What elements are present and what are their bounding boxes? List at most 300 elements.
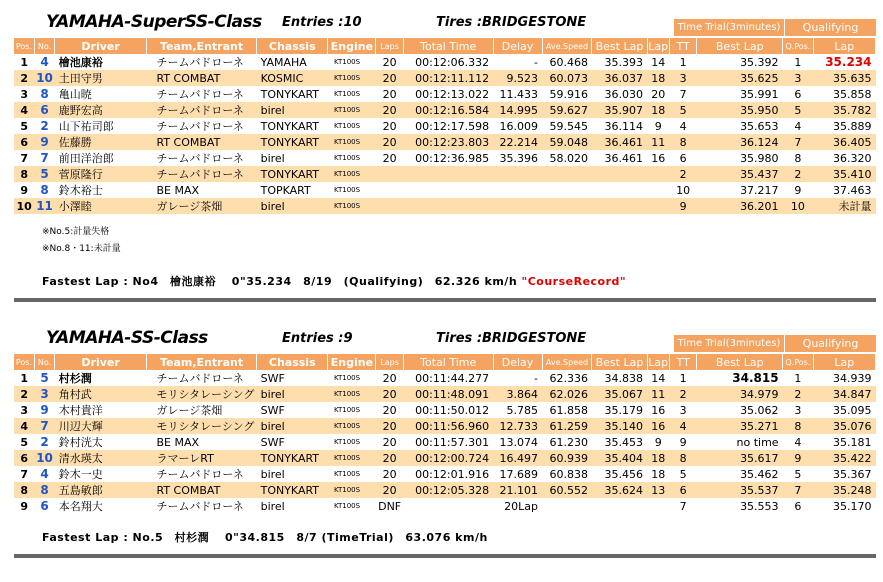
row-car-number: 8 <box>34 482 54 498</box>
row-q-lap: 35.858 <box>813 86 875 102</box>
row-lap: 9 <box>647 434 669 450</box>
row-chassis: SWF <box>257 370 328 386</box>
row-chassis: SWF <box>257 434 328 450</box>
row-laps: 20 <box>376 118 404 134</box>
row-lap: 13 <box>647 482 669 498</box>
row-tt-best-lap: 35.553 <box>697 498 783 514</box>
row-delay: 11.433 <box>493 86 542 102</box>
section-titlebar <box>14 0 876 38</box>
row-ave-speed: 59.627 <box>542 102 592 118</box>
row-best-lap: 36.030 <box>592 86 647 102</box>
row-chassis: TONYKART <box>257 450 328 466</box>
row-lap: 11 <box>647 386 669 402</box>
row-best-lap: 35.624 <box>592 482 647 498</box>
row-tt-best-lap: 35.392 <box>697 54 783 70</box>
row-driver: 菅原隆行 <box>55 166 147 182</box>
row-lap <box>647 166 669 182</box>
row-laps: 20 <box>376 434 404 450</box>
row-tt-pos: 4 <box>669 118 697 134</box>
note-line: ※No.5:計量失格 <box>42 227 110 237</box>
row-tt-pos: 2 <box>669 386 697 402</box>
row-engine: KT100S <box>328 370 376 386</box>
header-best-lap: Best Lap <box>592 38 647 54</box>
row-q-lap: 35.170 <box>813 498 875 514</box>
row-driver: 小澤睦 <box>55 198 147 214</box>
row-tt-best-lap: 34.979 <box>697 386 783 402</box>
row-ave-speed <box>542 182 592 198</box>
row-tt-pos: 8 <box>669 134 697 150</box>
row-total-time: 00:12:13.022 <box>403 86 493 102</box>
row-tt-best-lap: 36.201 <box>697 198 783 214</box>
table-row <box>14 450 876 466</box>
class-section-ss <box>14 316 876 544</box>
header-qpos: Q.Pos. <box>783 354 814 370</box>
row-ave-speed <box>542 166 592 182</box>
row-qpos: 6 <box>783 498 814 514</box>
row-delay: 22.214 <box>493 134 542 150</box>
row-pos: 8 <box>14 166 34 182</box>
row-total-time: 00:11:48.091 <box>403 386 493 402</box>
tires-label: Tires :BRIDGESTONE <box>436 15 587 30</box>
row-team: チームバドローネ <box>147 166 257 182</box>
row-car-number: 4 <box>34 54 54 70</box>
row-qpos: 3 <box>783 402 814 418</box>
row-delay <box>493 182 542 198</box>
row-qpos: 2 <box>783 386 814 402</box>
row-driver: 木村貴洋 <box>55 402 147 418</box>
row-lap: 16 <box>647 150 669 166</box>
row-engine: KT100S <box>328 54 376 70</box>
fastest-lap-text: Fastest Lap : No4 檜池康裕 0"35.234 8/19 (Qualifying) 62.326 km/h <box>42 275 522 288</box>
table-row <box>14 150 876 166</box>
row-ave-speed: 59.916 <box>542 86 592 102</box>
row-q-lap: 35.410 <box>813 166 875 182</box>
row-chassis: TOPKART <box>257 182 328 198</box>
row-best-lap: 35.067 <box>592 386 647 402</box>
results-table <box>14 38 876 214</box>
row-tt-best-lap: 35.653 <box>697 118 783 134</box>
row-tt-pos: 6 <box>669 482 697 498</box>
row-tt-pos: 5 <box>669 102 697 118</box>
row-pos: 1 <box>14 370 34 386</box>
row-car-number: 2 <box>34 118 54 134</box>
row-driver: 鈴村洸太 <box>55 434 147 450</box>
row-delay: 21.101 <box>493 482 542 498</box>
row-tt-pos: 1 <box>669 370 697 386</box>
table-row <box>14 402 876 418</box>
header-q-lap: Lap <box>813 354 875 370</box>
section-divider <box>14 554 876 558</box>
table-row <box>14 102 876 118</box>
row-delay: 14.995 <box>493 102 542 118</box>
row-q-lap: 35.076 <box>813 418 875 434</box>
row-tt-best-lap: 34.815 <box>697 370 783 386</box>
row-tt-best-lap: 35.537 <box>697 482 783 498</box>
row-qpos: 7 <box>783 482 814 498</box>
row-car-number: 5 <box>34 370 54 386</box>
row-total-time <box>403 166 493 182</box>
row-ave-speed: 61.259 <box>542 418 592 434</box>
header-pos: Pos. <box>14 354 34 370</box>
row-engine: KT100S <box>328 134 376 150</box>
row-ave-speed: 60.552 <box>542 482 592 498</box>
row-chassis: birel <box>257 418 328 434</box>
row-laps: 20 <box>376 450 404 466</box>
row-qpos: 8 <box>783 418 814 434</box>
row-pos: 2 <box>14 386 34 402</box>
row-best-lap: 35.404 <box>592 450 647 466</box>
row-tt-best-lap: 35.625 <box>697 70 783 86</box>
row-tt-pos: 9 <box>669 434 697 450</box>
row-car-number: 5 <box>34 166 54 182</box>
row-qpos: 2 <box>783 166 814 182</box>
row-best-lap: 35.140 <box>592 418 647 434</box>
row-team: チームバドローネ <box>147 118 257 134</box>
row-laps: DNF <box>376 498 404 514</box>
row-q-lap: 35.782 <box>813 102 875 118</box>
row-engine: KT100S <box>328 70 376 86</box>
row-tt-best-lap: 35.062 <box>697 402 783 418</box>
row-tt-best-lap: 37.217 <box>697 182 783 198</box>
row-tt-best-lap: 36.124 <box>697 134 783 150</box>
row-q-lap: 36.320 <box>813 150 875 166</box>
row-ave-speed: 60.073 <box>542 70 592 86</box>
row-total-time: 00:12:00.724 <box>403 450 493 466</box>
row-tt-pos: 1 <box>669 54 697 70</box>
header-tt-best-lap: Best Lap <box>697 38 783 54</box>
table-header-row <box>14 354 876 370</box>
header-qpos: Q.Pos. <box>783 38 814 54</box>
row-ave-speed: 59.545 <box>542 118 592 134</box>
row-total-time: 00:12:05.328 <box>403 482 493 498</box>
header-chassis: Chassis <box>257 38 328 54</box>
row-laps: 20 <box>376 70 404 86</box>
row-best-lap <box>592 182 647 198</box>
header-no: No. <box>34 38 54 54</box>
row-chassis: TONYKART <box>257 482 328 498</box>
row-tt-best-lap: 35.991 <box>697 86 783 102</box>
row-q-lap: 35.234 <box>813 54 875 70</box>
row-lap: 16 <box>647 418 669 434</box>
header-q-lap: Lap <box>813 38 875 54</box>
row-best-lap <box>592 166 647 182</box>
row-car-number: 2 <box>34 434 54 450</box>
results-body <box>14 54 876 214</box>
group-header-timetrial: Time Trial(3minutes) <box>674 335 785 352</box>
class-section-supersss <box>14 0 876 288</box>
row-lap: 11 <box>647 134 669 150</box>
row-car-number: 8 <box>34 86 54 102</box>
row-lap: 18 <box>647 450 669 466</box>
row-ave-speed: 61.858 <box>542 402 592 418</box>
row-chassis: birel <box>257 498 328 514</box>
row-pos: 6 <box>14 134 34 150</box>
row-best-lap <box>592 498 647 514</box>
header-delay: Delay <box>493 354 542 370</box>
row-team: モリシタレーシング <box>147 386 257 402</box>
row-chassis: birel <box>257 102 328 118</box>
row-lap <box>647 498 669 514</box>
row-laps: 20 <box>376 402 404 418</box>
row-team: チームバドローネ <box>147 370 257 386</box>
row-lap: 18 <box>647 70 669 86</box>
row-driver: 村杉潤 <box>55 370 147 386</box>
fastest-lap <box>42 273 626 289</box>
row-lap: 14 <box>647 54 669 70</box>
row-delay: 5.785 <box>493 402 542 418</box>
row-car-number: 7 <box>34 150 54 166</box>
row-total-time: 00:12:11.112 <box>403 70 493 86</box>
table-row <box>14 86 876 102</box>
section-titlebar <box>14 316 876 354</box>
results-table <box>14 354 876 514</box>
header-pos: Pos. <box>14 38 34 54</box>
table-row <box>14 198 876 214</box>
row-q-lap: 34.847 <box>813 386 875 402</box>
table-row <box>14 418 876 434</box>
row-q-lap: 未計量 <box>813 198 875 214</box>
header-total-time: Total Time <box>403 38 493 54</box>
tires-label: Tires :BRIDGESTONE <box>436 331 587 346</box>
row-qpos: 6 <box>783 86 814 102</box>
row-ave-speed: 60.939 <box>542 450 592 466</box>
row-pos: 6 <box>14 450 34 466</box>
row-laps: 20 <box>376 370 404 386</box>
row-q-lap: 35.422 <box>813 450 875 466</box>
row-tt-pos: 3 <box>669 70 697 86</box>
row-lap: 9 <box>647 118 669 134</box>
table-row <box>14 434 876 450</box>
row-car-number: 4 <box>34 466 54 482</box>
row-pos: 7 <box>14 150 34 166</box>
row-ave-speed: 62.336 <box>542 370 592 386</box>
header-engine: Engine <box>328 354 376 370</box>
row-pos: 3 <box>14 402 34 418</box>
row-q-lap: 35.095 <box>813 402 875 418</box>
row-engine: KT100S <box>328 450 376 466</box>
header-chassis: Chassis <box>257 354 328 370</box>
row-pos: 9 <box>14 182 34 198</box>
row-delay: 16.009 <box>493 118 542 134</box>
row-best-lap: 35.456 <box>592 466 647 482</box>
row-tt-best-lap: no time <box>697 434 783 450</box>
row-pos: 5 <box>14 434 34 450</box>
row-driver: 五島敏郎 <box>55 482 147 498</box>
row-tt-best-lap: 35.980 <box>697 150 783 166</box>
row-team: RT COMBAT <box>147 482 257 498</box>
header-driver: Driver <box>55 38 147 54</box>
row-team: チームバドローネ <box>147 86 257 102</box>
row-ave-speed: 59.048 <box>542 134 592 150</box>
row-chassis: KOSMIC <box>257 70 328 86</box>
header-laps: Laps <box>376 354 404 370</box>
row-chassis: birel <box>257 198 328 214</box>
table-row <box>14 482 876 498</box>
row-q-lap: 34.939 <box>813 370 875 386</box>
row-team: RT COMBAT <box>147 70 257 86</box>
row-best-lap: 36.461 <box>592 134 647 150</box>
row-ave-speed: 61.230 <box>542 434 592 450</box>
header-team: Team,Entrant <box>147 354 257 370</box>
row-tt-pos: 7 <box>669 86 697 102</box>
header-engine: Engine <box>328 38 376 54</box>
row-lap: 20 <box>647 86 669 102</box>
row-lap: 14 <box>647 370 669 386</box>
section-divider <box>14 298 876 302</box>
fastest-lap-text: Fastest Lap : No.5 村杉潤 0"34.815 8/7 (TimeTrial) 63.076 km/h <box>42 531 488 544</box>
row-best-lap: 35.453 <box>592 434 647 450</box>
row-team: ガレージ茶畑 <box>147 402 257 418</box>
row-delay <box>493 166 542 182</box>
header-tt: TT <box>669 354 697 370</box>
row-chassis: TONYKART <box>257 118 328 134</box>
table-row <box>14 182 876 198</box>
row-engine: KT100S <box>328 418 376 434</box>
row-laps: 20 <box>376 150 404 166</box>
class-title: YAMAHA-SS-Class <box>46 328 208 348</box>
row-tt-pos: 4 <box>669 418 697 434</box>
row-team: ガレージ茶畑 <box>147 198 257 214</box>
row-total-time: 00:11:56.960 <box>403 418 493 434</box>
header-ave-speed: Ave.Speed <box>542 38 592 54</box>
row-q-lap: 35.889 <box>813 118 875 134</box>
header-ave-speed: Ave.Speed <box>542 354 592 370</box>
row-driver: 土田守男 <box>55 70 147 86</box>
row-q-lap: 35.181 <box>813 434 875 450</box>
results-body <box>14 370 876 514</box>
row-driver: 鈴木一史 <box>55 466 147 482</box>
row-engine: KT100S <box>328 386 376 402</box>
table-row <box>14 118 876 134</box>
row-pos: 5 <box>14 118 34 134</box>
row-delay: 13.074 <box>493 434 542 450</box>
row-team: チームバドローネ <box>147 466 257 482</box>
row-tt-best-lap: 35.617 <box>697 450 783 466</box>
row-driver: 清水瑛太 <box>55 450 147 466</box>
header-best-lap: Best Lap <box>592 354 647 370</box>
row-car-number: 9 <box>34 134 54 150</box>
row-total-time <box>403 182 493 198</box>
row-engine: KT100S <box>328 482 376 498</box>
row-tt-pos: 10 <box>669 182 697 198</box>
row-lap <box>647 182 669 198</box>
row-total-time: 00:11:44.277 <box>403 370 493 386</box>
row-pos: 4 <box>14 102 34 118</box>
notes <box>42 224 121 258</box>
row-car-number: 7 <box>34 418 54 434</box>
row-laps: 20 <box>376 86 404 102</box>
row-chassis: YAMAHA <box>257 54 328 70</box>
row-driver: 川辺大輝 <box>55 418 147 434</box>
note-line: ※No.8・11:未計量 <box>42 244 121 254</box>
row-laps <box>376 182 404 198</box>
row-team: BE MAX <box>147 434 257 450</box>
row-q-lap: 35.367 <box>813 466 875 482</box>
table-row <box>14 70 876 86</box>
row-tt-pos: 8 <box>669 450 697 466</box>
row-total-time <box>403 198 493 214</box>
header-team: Team,Entrant <box>147 38 257 54</box>
header-no: No. <box>34 354 54 370</box>
row-qpos: 1 <box>783 54 814 70</box>
row-laps: 20 <box>376 102 404 118</box>
row-laps: 20 <box>376 134 404 150</box>
table-row <box>14 498 876 514</box>
row-delay <box>493 198 542 214</box>
row-laps <box>376 198 404 214</box>
row-chassis: TONYKART <box>257 166 328 182</box>
course-record-label: "CourseRecord" <box>521 275 627 288</box>
row-delay: 35.396 <box>493 150 542 166</box>
row-qpos: 3 <box>783 70 814 86</box>
row-laps: 20 <box>376 466 404 482</box>
row-tt-pos: 6 <box>669 150 697 166</box>
row-chassis: TONYKART <box>257 134 328 150</box>
row-qpos: 1 <box>783 370 814 386</box>
row-total-time <box>403 498 493 514</box>
row-chassis: SWF <box>257 402 328 418</box>
row-qpos: 5 <box>783 466 814 482</box>
row-q-lap: 35.248 <box>813 482 875 498</box>
row-car-number: 6 <box>34 498 54 514</box>
row-team: BE MAX <box>147 182 257 198</box>
row-tt-pos: 9 <box>669 198 697 214</box>
row-tt-best-lap: 35.271 <box>697 418 783 434</box>
group-header-timetrial: Time Trial(3minutes) <box>674 19 785 36</box>
row-q-lap: 37.463 <box>813 182 875 198</box>
row-driver: 山下祐司郎 <box>55 118 147 134</box>
row-car-number: 10 <box>36 71 53 85</box>
row-engine: KT100S <box>328 150 376 166</box>
row-qpos: 4 <box>783 434 814 450</box>
header-tt-best-lap: Best Lap <box>697 354 783 370</box>
row-laps: 20 <box>376 54 404 70</box>
row-ave-speed: 60.838 <box>542 466 592 482</box>
row-qpos: 5 <box>783 102 814 118</box>
row-car-number: 10 <box>36 451 53 465</box>
row-team: チームバドローネ <box>147 102 257 118</box>
row-driver: 佐藤勝 <box>55 134 147 150</box>
row-driver: 前田洋治郎 <box>55 150 147 166</box>
row-total-time: 00:12:17.598 <box>403 118 493 134</box>
row-driver: 亀山暁 <box>55 86 147 102</box>
row-delay: 20Lap <box>493 498 542 514</box>
row-pos: 10 <box>14 198 34 214</box>
row-pos: 2 <box>14 70 34 86</box>
row-tt-pos: 5 <box>669 466 697 482</box>
row-delay: 16.497 <box>493 450 542 466</box>
row-car-number: 11 <box>36 199 53 213</box>
row-best-lap: 35.393 <box>592 54 647 70</box>
row-best-lap: 35.907 <box>592 102 647 118</box>
row-driver: 鹿野宏高 <box>55 102 147 118</box>
row-ave-speed: 60.468 <box>542 54 592 70</box>
row-driver: 檜池康裕 <box>55 54 147 70</box>
row-lap: 16 <box>647 402 669 418</box>
row-team: チームバドローネ <box>147 54 257 70</box>
row-delay: 12.733 <box>493 418 542 434</box>
row-chassis: birel <box>257 386 328 402</box>
row-total-time: 00:12:16.584 <box>403 102 493 118</box>
row-engine: KT100S <box>328 466 376 482</box>
row-lap: 18 <box>647 102 669 118</box>
row-total-time: 00:11:57.301 <box>403 434 493 450</box>
row-chassis: birel <box>257 150 328 166</box>
table-row <box>14 370 876 386</box>
header-total-time: Total Time <box>403 354 493 370</box>
row-pos: 8 <box>14 482 34 498</box>
row-tt-pos: 2 <box>669 166 697 182</box>
